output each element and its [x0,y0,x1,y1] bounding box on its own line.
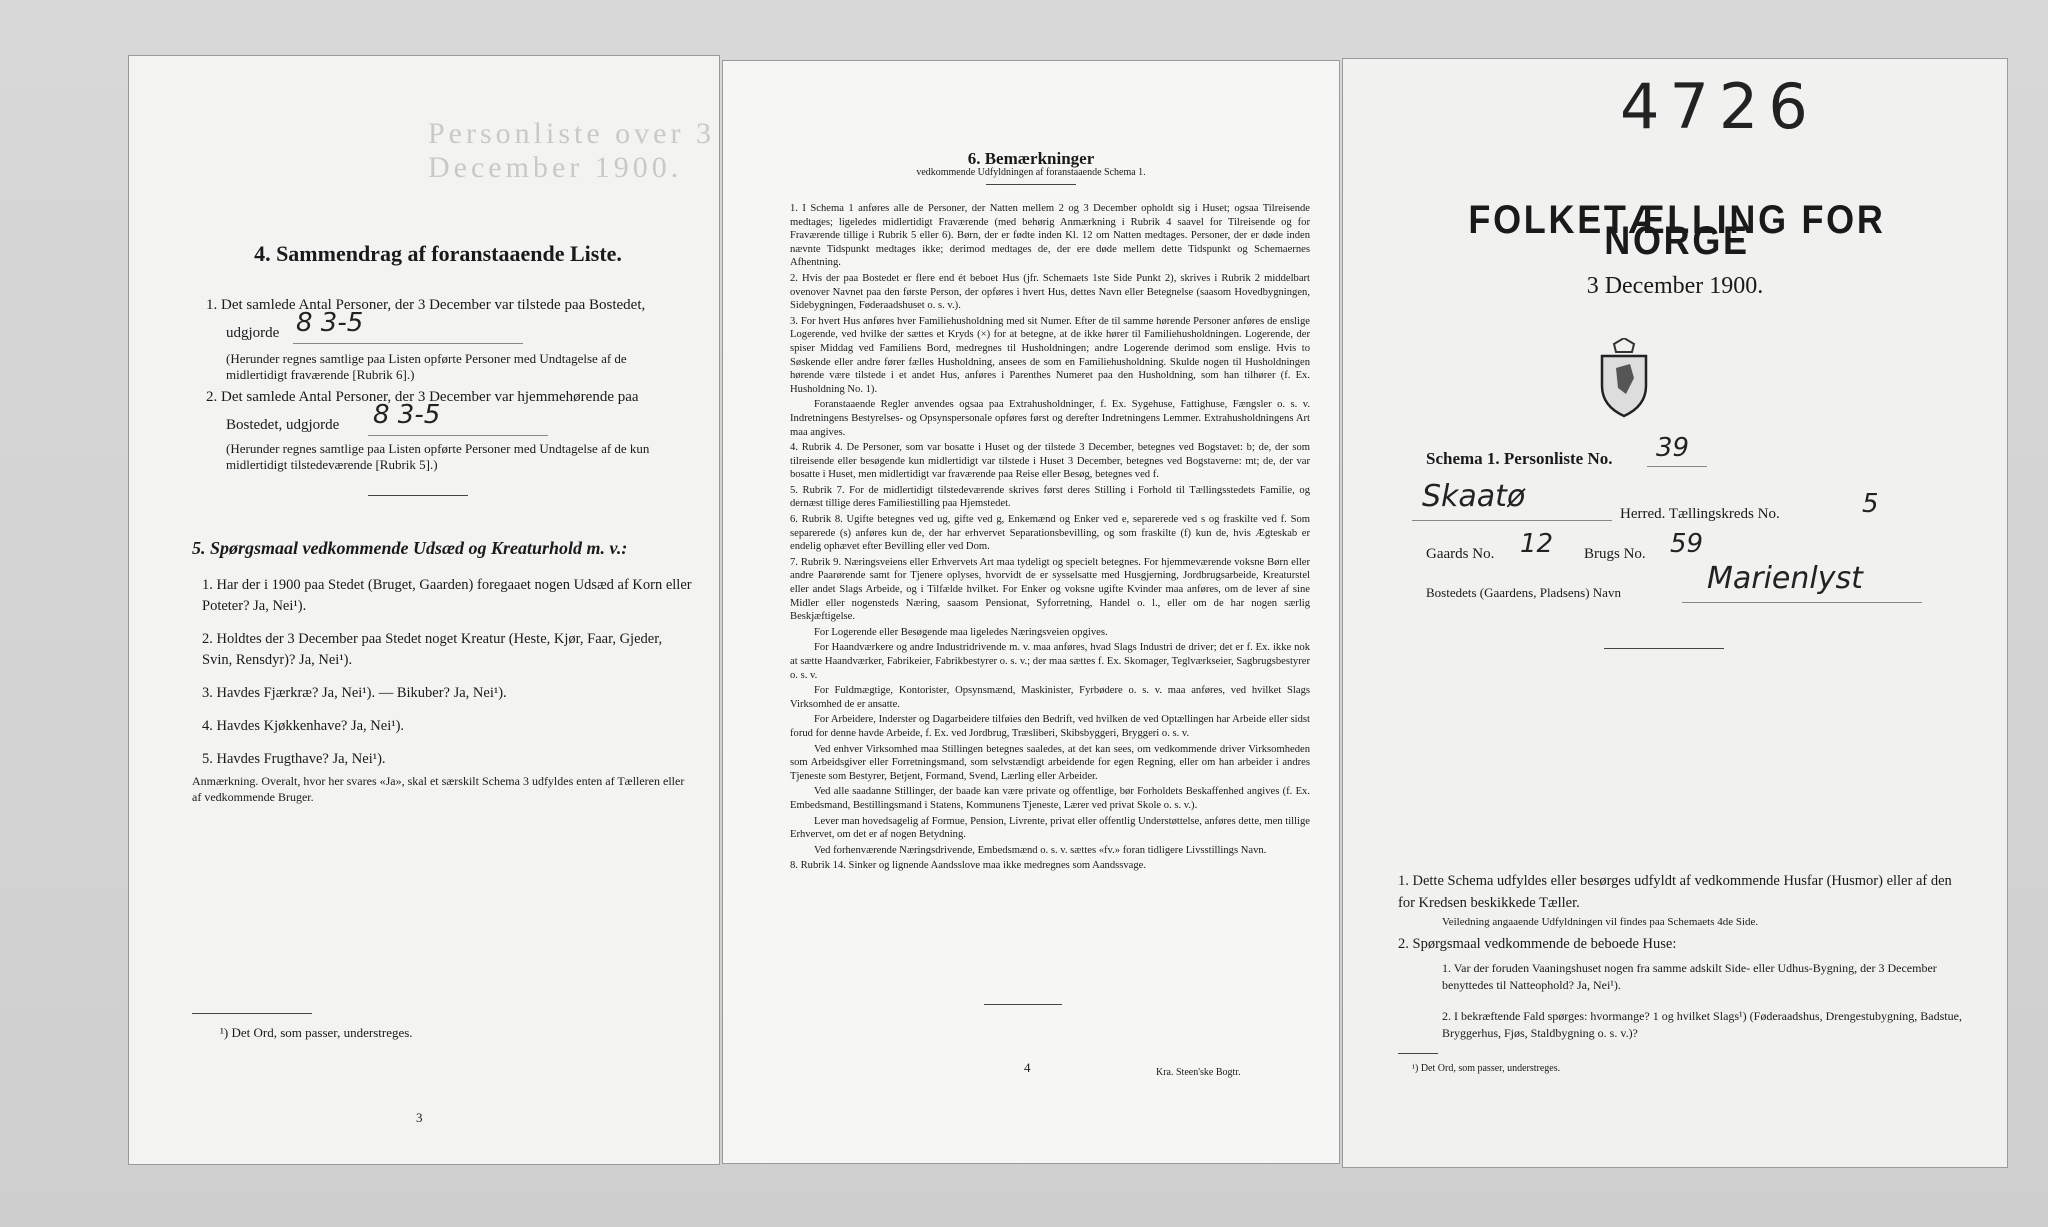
right-footnote: ¹) Det Ord, som passer, understreges. [1412,1063,1561,1074]
remark-item: 1. I Schema 1 anføres alle de Personer, der Natten mellem 2 og 3 December opholdt sig i Huset; ogsaa Tilreisende medtages; ligeledes midlertidigt Fraværende (med behørig Anmærkning i Rubrik 4 saavel for Tilreisende og for Fraværende tillige i Rubrik 5 eller 6). Børn, der er fødte inden Kl. 12 om Natten medtages. Personer, der er døde inden nævnte Tidspunkt medtages ikke; derimod medtages de, der ere døde mellem dette Tidspunkt og Schemaernes Afhentning. [790,203,1310,269]
instruction-1: 1. Dette Schema udfyldes eller besørges udfyldt af vedkommende Husfar (Husmor) eller af den for Kredsen beskikkede Tæller. [1398,873,1952,911]
middle-page [722,60,1340,1164]
q1-handwritten-count: 8 3-5 [296,308,364,338]
q1-label: udgjorde [226,325,280,341]
gaards-label: Gaards No. [1426,546,1495,562]
schema-label: Schema 1. Personliste No. [1426,449,1613,468]
section5-title: 5. Spørgsmaal vedkommende Udsæd og Kreaturhold m. v.: [192,538,628,558]
remark-item: For Arbeidere, Inderster og Dagarbeidere tilføies den Bedrift, ved hvilken de ved Optællingen har Arbeide eller sidst forud for denne havde Arbeide, f. Ex. ved Jordbrug, Træsliberi, Skibsbyggeri, Bryggeri o. s. v. [790,714,1310,739]
remark-item: 2. Hvis der paa Bostedet er flere end ét beboet Hus (jfr. Schemaets 1ste Side Punkt 2), skrives i Rubrik 2 middelbart ovenover Navnet paa den første Person, der opføres i hvert Hus, dettes Navn eller Betegnelse (saasom Hovedbygningen, Sidebygningen, Føderaadshuset o. s. v.). [790,272,1310,312]
brugs-number: 59 [1670,529,1704,559]
left-page [128,55,720,1165]
bosted-label: Bostedets (Gaardens, Pladsens) Navn [1426,585,1621,600]
printer-imprint: Kra. Steen'ske Bogtr. [1156,1067,1241,1078]
remark-item: 6. Rubrik 8. Ugifte betegnes ved ug, gifte ved g, Enkemænd og Enker ved e, separerede ved s og fraskilte ved f. Som separerede (s) anføres kun de, der har erhvervet Separationsbevilling, og som fraskilte (f) kun de, hvis Ægteskab er endelig ophævet efter Bevilling eller ved Dom. [790,514,1310,553]
remarks-subtitle: vedkommende Udfyldningen af foranstaaende Schema 1. [916,167,1146,178]
remarks-title: 6. Bemærkninger [967,149,1095,168]
s5-item-1: 1. Har der i 1900 paa Stedet (Bruget, Gaarden) foregaaet nogen Udsæd af Korn eller Poteter? Ja, Nei¹). [202,577,692,614]
herred-label: Herred. Tællingskreds No. [1620,506,1780,522]
remark-item: Ved forhenværende Næringsdrivende, Embedsmænd o. s. v. sættes «fv.» foran tidligere Livsstillings Navn. [814,844,1267,856]
remark-item: Ved enhver Virksomhed maa Stillingen betegnes saaledes, at det kan sees, om vedkommende driver Virksomheden som Arbeidsgiver eller Forretningsmand, som selvstændigt arbeidende for egen Regning, eller om han arbeider i andres Tjeneste som Bestyrer, Betjent, Formand, Svend, Lærling eller Arbeider. [790,743,1310,782]
herred-rule [1412,520,1612,521]
left-page-number: 3 [416,1110,423,1125]
section-divider [368,495,468,496]
q1-note: (Herunder regnes samtlige paa Listen opførte Personer med Undtagelse af de midlertidigt fraværende [Rubrik 6].) [226,351,627,382]
left-footnote: ¹) Det Ord, som passer, understreges. [220,1025,413,1040]
house-question-2: 2. I bekræftende Fald spørges: hvormange? 1 og hvilket Slags¹) (Føderaadshus, Drengestubygning, Badstue, Bryggerhus, Fjøs, Staldbygning o. s. v.)? [1442,1009,1962,1040]
instruction-1-note: Veiledning angaaende Udfyldningen vil findes paa Schemaets 4de Side. [1442,916,1759,928]
remark-item: For Haandværkere og andre Industridrivende m. v. maa anføres, hvad Slags Industri de driver; det er f. Ex. ikke nok at sætte Haandværker, Fabrikeier, Fabrikbestyrer o. s. v.; der maa sættes f. Ex. Skomager, Teglværkseier, Sagbrugsbestyrer o. s. v. [790,642,1310,681]
remark-item: Foranstaaende Regler anvendes ogsaa paa Extrahusholdninger, f. Ex. Sygehuse, Fattighuse, Fængsler o. s. v. Indretningens Bestyrelses- og Opsynspersonale opføres først og derefter Indretningens Lemmer. Extrahusholdningens Art maa angives. [790,399,1310,438]
remark-item: 3. For hvert Hus anføres hver Familiehusholdning med sit Numer. Efter de til samme hørende Personer anføres de enslige Logerende, ved hvilke der sættes et Kryds (×) for at betegne, at de ikke hører til Familiehusholdningen. Logerende, der spiser Middag ved Familiens Bord, medregnes til Husholdningen; andre Logerende derimod som enslige. Hvis to Søskende eller andre fører fælles Husholdning, ansees de som en Familiehusholdning. Skulde nogen til Husholdningen hørende være tilstede i et andet Hus, anføres i Parenthes Numeret paa den Husholdning, som han tilhører (f. Ex. Husholdning No. 1). [790,315,1310,395]
instruction-2: 2. Spørgsmaal vedkommende de beboede Huse: [1398,936,1677,952]
footnote-rule [192,1013,312,1014]
q2-label: Bostedet, udgjorde [226,417,340,433]
s5-item-3: 3. Havdes Fjærkræ? Ja, Nei¹). — Bikuber? Ja, Nei¹). [202,685,507,701]
s5-item-5: 5. Havdes Frugthave? Ja, Nei¹). [202,751,386,767]
brugs-label: Brugs No. [1584,546,1646,562]
section5-list [202,575,692,772]
remarks-end-rule [984,1004,1062,1005]
census-date: 3 December 1900. [1586,273,1764,299]
right-divider [1604,648,1724,649]
remark-item: For Fuldmægtige, Kontorister, Opsynsmænd, Maskinister, Fyrbødere o. s. v. maa anføres, ved hvilket Slags Virksomhed de er ansatte. [790,685,1310,710]
bosted-name-handwritten: Marienlyst [1707,561,1863,596]
archive-number: 4726 [1620,70,1818,143]
remark-item: 7. Rubrik 9. Næringsveiens eller Erhvervets Art maa tydeligt og specielt betegnes. For hjemmeværende voksne Børn eller andre Paarørende samt for Tjenere oplyses, hvorvidt de er sysselsatte med Husgjerning, Jordbrugsarbeide, Kreaturstel eller andet Slags Arbeide, og i Tilfælde hvilket. For Enker og voksne ugifte Kvinder maa anføres, om de lever af sine Midler eller nogensteds Næring, saasom Pensionat, Syforretning, Handel o. l., eller om de har nogen særlig Beskjæftigelse. [790,556,1310,623]
q2-note: (Herunder regnes samtlige paa Listen opførte Personer med Undtagelse af de kun midlertidigt tilstedeværende [Rubrik 5].) [226,441,650,472]
q1-line1: 1. Det samlede Antal Personer, der 3 December var tilstede paa Bostedet, [206,297,646,313]
right-page [1342,58,2008,1168]
middle-page-number: 4 [1024,1060,1031,1075]
ghost-header-text: Personliste over 3 December 1900. [428,117,715,184]
bosted-rule [1682,602,1922,603]
right-footnote-rule [1398,1053,1438,1054]
remark-item: 4. Rubrik 4. De Personer, som var bosatte i Huset og der tilstede 3 December, betegnes ved Bogstavet: b; de, der som tilreisende eller besøgende kun midlertidigt var tilstede i Huset 3 December, betegnes ved Bogstaverne: mt; de, der var bosatte i Huset, men midlertidigt var fraværende paa Reise eller Besøg, betegnes ved f. [790,442,1310,481]
remark-item: 8. Rubrik 14. Sinker og lignende Aandsslove maa ikke medregnes som Aandssvage. [790,860,1147,872]
census-title: FOLKETÆLLING FOR NORGE [1468,198,1886,263]
remarks-title-rule [986,184,1076,185]
anmerkning-note: Anmærkning. Overalt, hvor her svares «Ja», skal et særskilt Schema 3 udfyldes enten af Tælleren eller af vedkommende Bruger. [192,774,685,804]
herred-handwritten: Skaatø [1422,479,1526,514]
house-question-1: 1. Var der foruden Vaaningshuset nogen fra samme adskilt Side- eller Udhus-Bygning, der 3 December benyttedes til Natteophold? Ja, Nei¹). [1442,961,1937,992]
s5-item-2: 2. Holdtes der 3 December paa Stedet noget Kreatur (Heste, Kjør, Faar, Gjeder, Svin, Rensdyr)? Ja, Nei¹). [202,631,663,668]
coat-of-arms-icon [1594,338,1654,418]
s5-item-4: 4. Havdes Kjøkkenhave? Ja, Nei¹). [202,718,405,734]
kreds-number: 5 [1862,489,1879,519]
section4-title: 4. Sammendrag af foranstaaende Liste. [254,241,622,266]
remarks-list [790,202,1310,875]
remark-item: 5. Rubrik 7. For de midlertidigt tilstedeværende skrives først deres Stilling i Forhold til Tællingsstedets Familie, og dernæst tillige deres Familiestilling paa Hjemstedet. [790,484,1310,510]
gaards-number: 12 [1520,529,1554,559]
q2-dotted-rule [368,435,548,436]
remark-item: Lever man hovedsagelig af Formue, Pension, Livrente, privat eller offentlig Understøttelse, anføres dette, men tillige Erhvervet, om det er af nogen Betydning. [790,815,1310,841]
q2-line1: 2. Det samlede Antal Personer, der 3 December var hjemmehørende paa [206,389,639,405]
personliste-number: 39 [1656,433,1690,463]
q2-handwritten-count: 8 3-5 [373,400,441,430]
schema-no-rule [1647,466,1707,467]
remark-item: For Logerende eller Besøgende maa ligeledes Næringsveien opgives. [814,626,1108,638]
remark-item: Ved alle saadanne Stillinger, der baade kan være private og offentlige, bør Forholdets Beskaffenhed angives (f. Ex. Embedsmand, Bestillingsmand i Statens, Kommunens Tjeneste, Lærer ved privat Skole o. s. v.). [790,786,1310,811]
q1-dotted-rule [293,343,523,344]
